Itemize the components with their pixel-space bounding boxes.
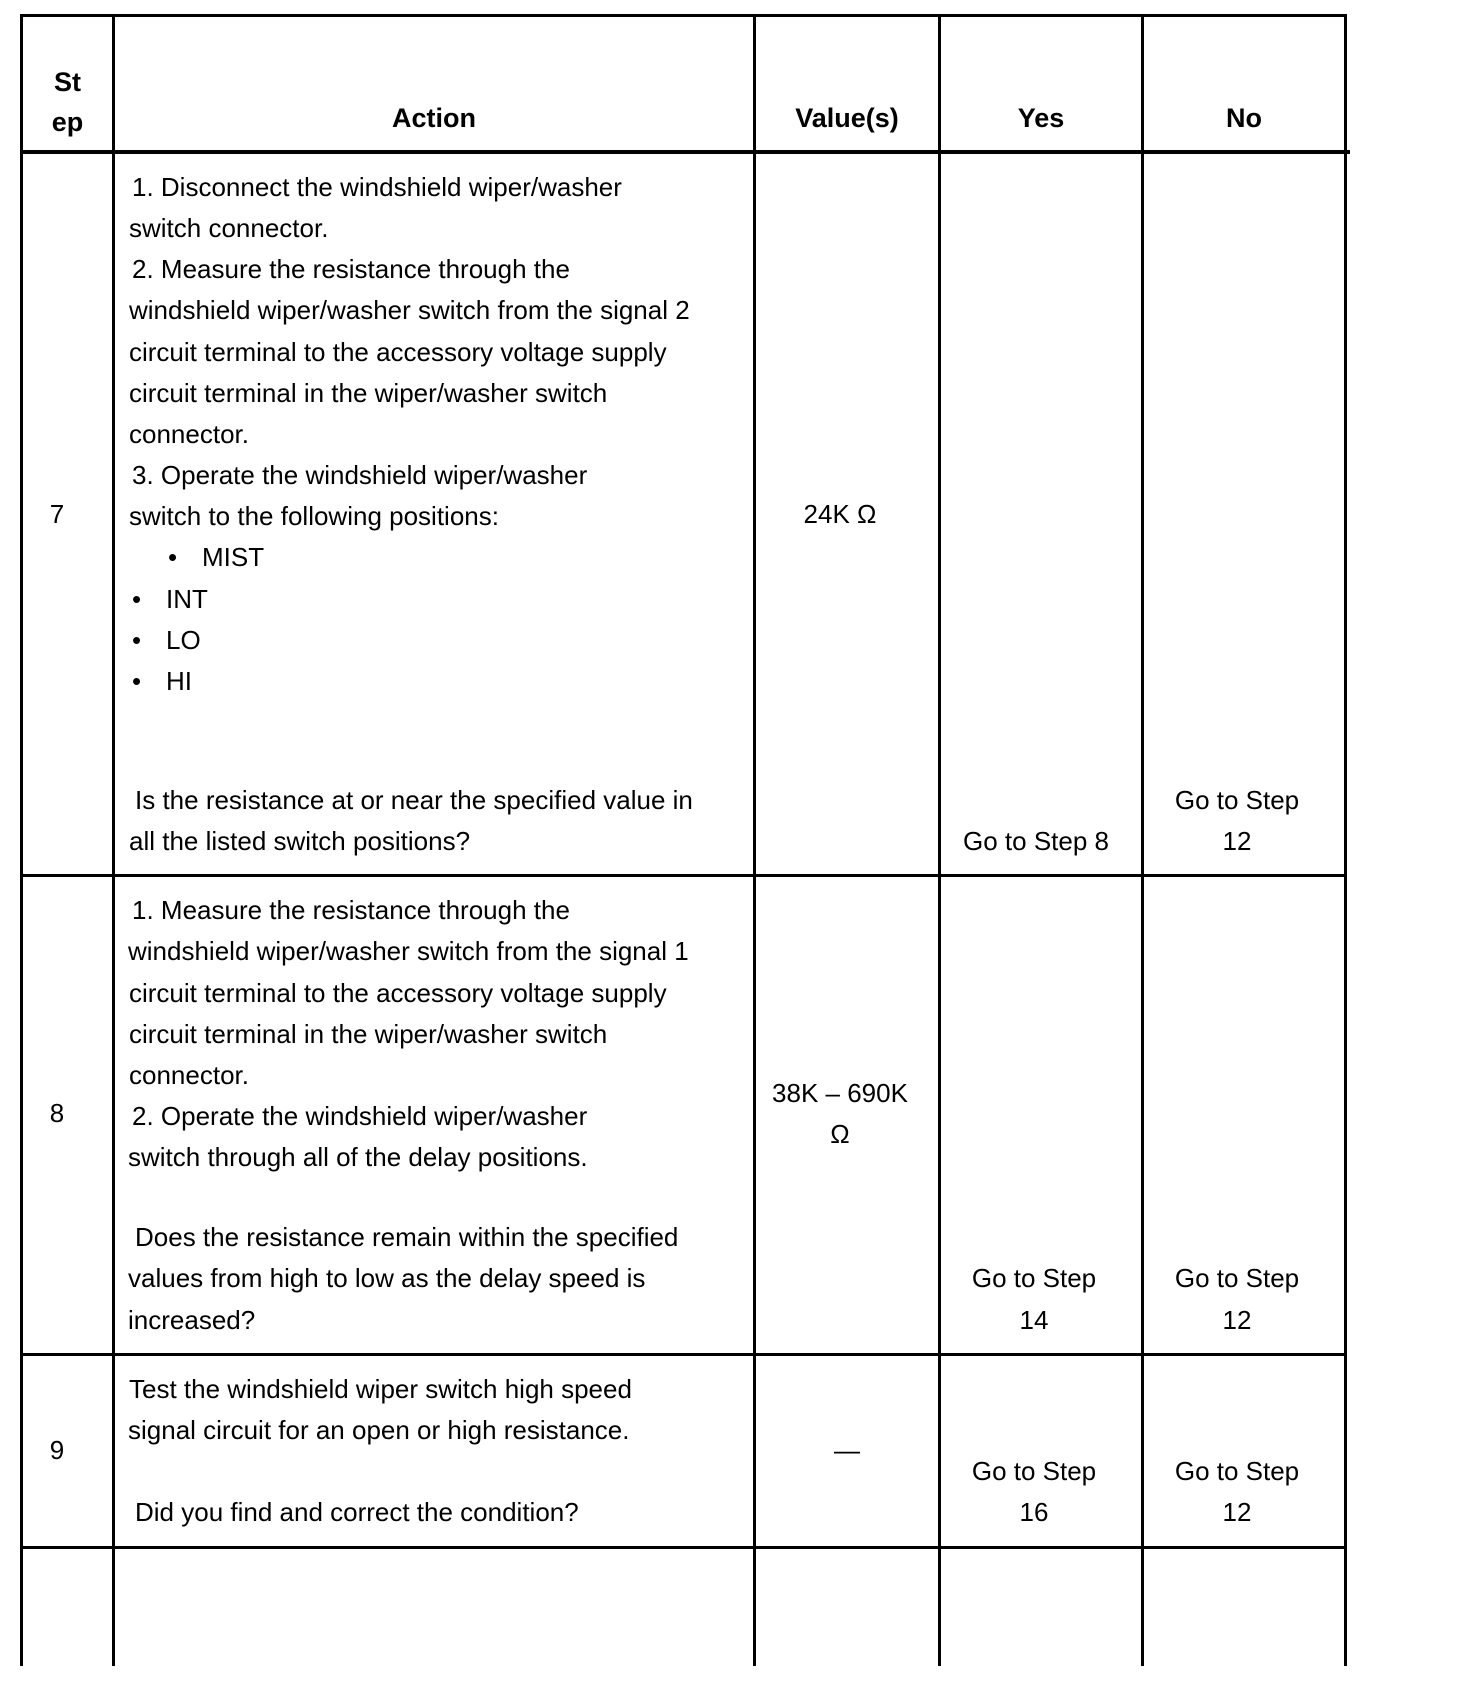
row-8-action-line: switch through all of the delay positions. bbox=[128, 1142, 588, 1172]
row-8-action-line: connector. bbox=[129, 1060, 249, 1090]
header-step-line2: ep bbox=[51, 107, 84, 137]
row-7-bullet-int: INT bbox=[166, 584, 208, 614]
row-8-yes-line2: 14 bbox=[1019, 1305, 1049, 1335]
row-7-action-line: circuit terminal to the accessory voltage supply bbox=[129, 337, 667, 367]
row-9-question-line: Did you find and correct the condition? bbox=[135, 1497, 579, 1527]
row-8-step: 8 bbox=[49, 1098, 65, 1128]
row-7-action-line: 2. Measure the resistance through the bbox=[132, 254, 570, 284]
diagnostic-table bbox=[20, 14, 1456, 1666]
row-9-step: 9 bbox=[49, 1435, 65, 1465]
row-7-action-line: windshield wiper/washer switch from the signal 2 bbox=[129, 295, 690, 325]
row-7-bullet-hi: HI bbox=[166, 666, 192, 696]
row-9-value: — bbox=[834, 1435, 860, 1465]
row-9-no-line2: 12 bbox=[1222, 1497, 1252, 1527]
header-divider bbox=[20, 150, 1350, 154]
row-7-step: 7 bbox=[49, 499, 65, 529]
row-7-action-line: circuit terminal in the wiper/washer switch bbox=[129, 378, 608, 408]
row-7-bullet-lo: LO bbox=[166, 625, 201, 655]
row-9-yes-line2: 16 bbox=[1019, 1497, 1049, 1527]
row-7-no-line2: 12 bbox=[1222, 826, 1252, 856]
row-9-no-line1: Go to Step bbox=[1174, 1456, 1300, 1486]
row-8-action-line: 2. Operate the windshield wiper/washer bbox=[132, 1101, 588, 1131]
row-8-no-line1: Go to Step bbox=[1174, 1263, 1300, 1293]
table-border-top bbox=[20, 14, 1347, 17]
bullet-icon: • bbox=[132, 625, 142, 655]
header-no: No bbox=[1226, 103, 1262, 133]
row-8-action-line: circuit terminal in the wiper/washer switch bbox=[129, 1019, 608, 1049]
row-7-action-line: switch connector. bbox=[129, 213, 329, 243]
row-8-action-line: circuit terminal to the accessory voltage supply bbox=[129, 978, 667, 1008]
column-divider-action bbox=[753, 14, 756, 1666]
row-7-question-line: Is the resistance at or near the specified value in bbox=[135, 785, 693, 815]
row-8-yes-line1: Go to Step bbox=[971, 1263, 1097, 1293]
header-action: Action bbox=[392, 103, 476, 133]
bullet-icon: • bbox=[168, 542, 178, 572]
row-7-yes: Go to Step 8 bbox=[963, 826, 1109, 856]
row-7-action-line: 3. Operate the windshield wiper/washer bbox=[132, 460, 588, 490]
header-values: Value(s) bbox=[795, 103, 899, 133]
bullet-icon: • bbox=[132, 666, 142, 696]
row-divider-7-8 bbox=[20, 874, 1347, 877]
row-8-action-line: 1. Measure the resistance through the bbox=[132, 895, 570, 925]
table-border-bottom bbox=[20, 1546, 1347, 1549]
row-7-no-line1: Go to Step bbox=[1174, 785, 1300, 815]
row-8-question-line: values from high to low as the delay speed is bbox=[128, 1263, 646, 1293]
header-yes: Yes bbox=[1017, 103, 1065, 133]
column-divider-step bbox=[112, 14, 115, 1666]
table-border-right bbox=[1344, 14, 1347, 1666]
row-7-question-line: all the listed switch positions? bbox=[129, 826, 471, 856]
row-7-value: 24K Ω bbox=[803, 499, 877, 529]
row-7-action-line: switch to the following positions: bbox=[129, 501, 499, 531]
header-step-line1: St bbox=[54, 67, 81, 97]
row-8-no-line2: 12 bbox=[1222, 1305, 1252, 1335]
table-border-left bbox=[20, 14, 23, 1666]
header-step bbox=[23, 62, 112, 142]
row-8-question-line: increased? bbox=[128, 1305, 256, 1335]
row-9-action-line: signal circuit for an open or high resistance. bbox=[128, 1415, 630, 1445]
row-8-action-line: windshield wiper/washer switch from the signal 1 bbox=[128, 936, 689, 966]
row-8-value-line2: Ω bbox=[830, 1119, 850, 1149]
bullet-icon: • bbox=[132, 584, 142, 614]
row-9-action-line: Test the windshield wiper switch high speed bbox=[129, 1374, 632, 1404]
row-divider-8-9 bbox=[20, 1353, 1347, 1356]
row-9-yes-line1: Go to Step bbox=[971, 1456, 1097, 1486]
row-7-action-line: 1. Disconnect the windshield wiper/washer bbox=[132, 172, 622, 202]
row-8-question-line: Does the resistance remain within the specified bbox=[135, 1222, 679, 1252]
row-7-bullet-mist: MIST bbox=[202, 542, 265, 572]
row-7-action-line: connector. bbox=[129, 419, 249, 449]
row-8-value-line1: 38K – 690K bbox=[772, 1078, 908, 1108]
